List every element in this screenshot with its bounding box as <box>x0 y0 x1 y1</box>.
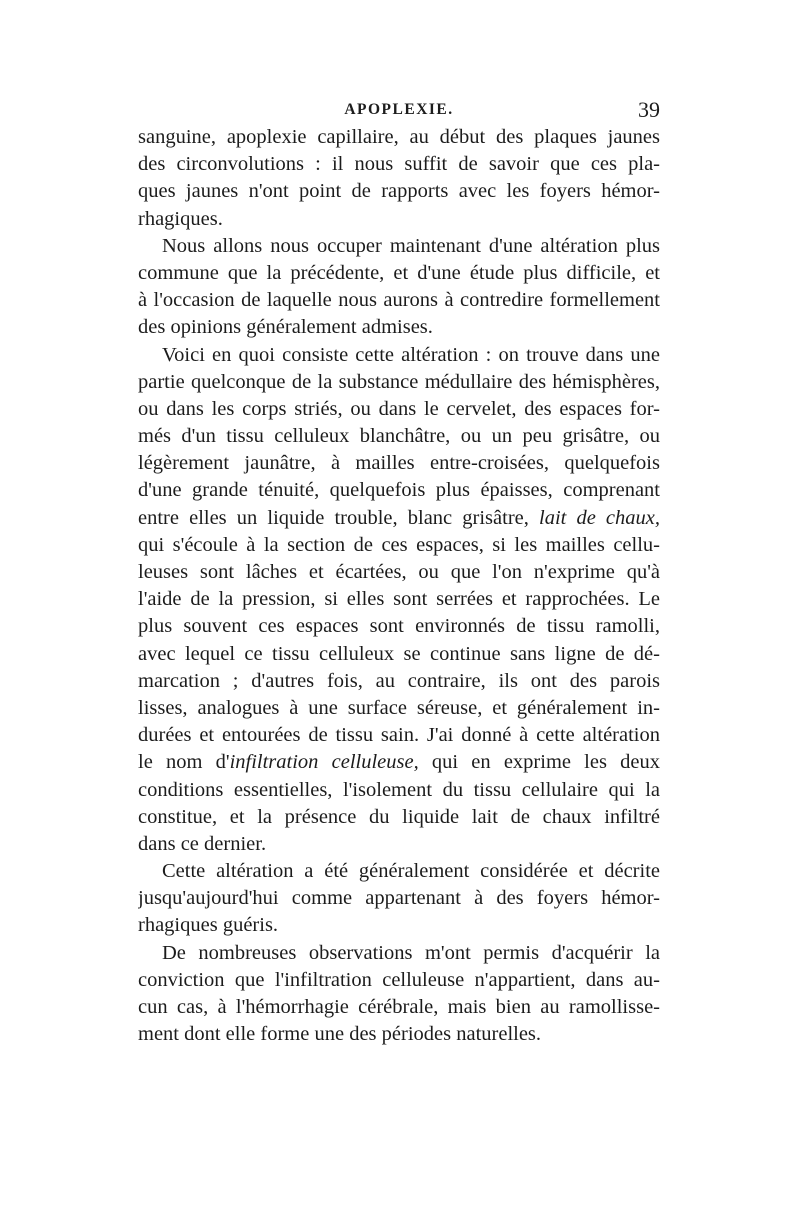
text-line: rhagiques. <box>138 207 223 230</box>
text-line: leuses sont lâches et écartées, ou que l'on n'exprime qu'à <box>138 561 660 583</box>
text-line: des opinions généralement admises. <box>138 316 433 339</box>
paragraph <box>138 124 660 233</box>
text-line: Cette altération a été généralement considérée et décrite <box>162 860 660 883</box>
text-line: avec lequel ce tissu celluleux se continue sans ligne de dé- <box>138 642 660 665</box>
text-line: entre elles un liquide trouble, blanc grisâtre, lait de chaux, <box>138 506 660 529</box>
text-line: ques jaunes n'ont point de rapports avec les foyers hémor- <box>138 180 660 203</box>
paragraph <box>138 233 660 342</box>
text-line: constitue, et la présence du liquide lait de chaux infiltré <box>138 805 660 828</box>
text-line: cun cas, à l'hémorrhagie cérébrale, mais bien au ramollisse- <box>138 996 660 1018</box>
text-line: De nombreuses observations m'ont permis d'acquérir la <box>162 941 660 964</box>
text-line: marcation ; d'autres fois, au contraire, ils ont des parois <box>138 669 660 692</box>
running-head <box>138 95 660 125</box>
text-line: des circonvolutions : il nous suffit de savoir que ces pla- <box>138 153 660 176</box>
text-line: d'une grande ténuité, quelquefois plus épaisses, comprenant <box>138 479 660 502</box>
italic-phrase: infiltration celluleuse, <box>229 751 419 774</box>
text-line: qui s'écoule à la section de ces espaces, si les mailles cellu- <box>138 533 660 556</box>
text-line: sanguine, apoplexie capillaire, au début des plaques jaunes <box>138 126 660 148</box>
text-line: Nous allons nous occuper maintenant d'une altération plus <box>162 234 660 257</box>
text-line: lisses, analogues à une surface séreuse, et généralement in- <box>138 696 660 719</box>
text-line: légèrement jaunâtre, à mailles entre-croisées, quelquefois <box>138 452 660 475</box>
body-text <box>138 124 660 1048</box>
text-line: à l'occasion de laquelle nous aurons à contredire formellement <box>138 289 660 312</box>
text-line: ou dans les corps striés, ou dans le cervelet, des espaces for- <box>138 397 660 420</box>
text-line: commune que la précédente, et d'une étude plus difficile, et <box>138 261 660 284</box>
text-line: rhagiques guéris. <box>138 914 279 937</box>
text-line: conviction que l'infiltration celluleuse n'appartient, dans au- <box>138 968 660 991</box>
page-number: 39 <box>638 97 660 122</box>
text-line: plus souvent ces espaces sont environnés de tissu ramolli, <box>138 615 660 638</box>
text-line: Voici en quoi consiste cette altération : on trouve dans une <box>162 343 660 366</box>
text-line: ment dont elle forme une des périodes naturelles. <box>138 1023 542 1046</box>
running-title: APOPLEXIE. <box>344 101 454 118</box>
text-line: jusqu'aujourd'hui comme appartenant à des foyers hémor- <box>138 887 660 910</box>
text-line: l'aide de la pression, si elles sont serrées et rapprochées. Le <box>138 588 660 611</box>
text-line: més d'un tissu celluleux blanchâtre, ou un peu grisâtre, ou <box>138 425 660 448</box>
text-line: conditions essentielles, l'isolement du tissu cellulaire qui la <box>138 778 660 801</box>
paragraph <box>138 342 660 859</box>
text-line: dans ce dernier. <box>138 832 267 855</box>
italic-phrase: lait de chaux, <box>539 506 660 529</box>
text-line: partie quelconque de la substance médullaire des hémisphères, <box>138 370 660 393</box>
text-line: le nom d'infiltration celluleuse, qui en exprime les deux <box>138 751 660 774</box>
paragraph <box>138 858 660 940</box>
paragraph <box>138 940 660 1049</box>
text-line: durées et entourées de tissu sain. J'ai donné à cette altération <box>138 724 660 747</box>
